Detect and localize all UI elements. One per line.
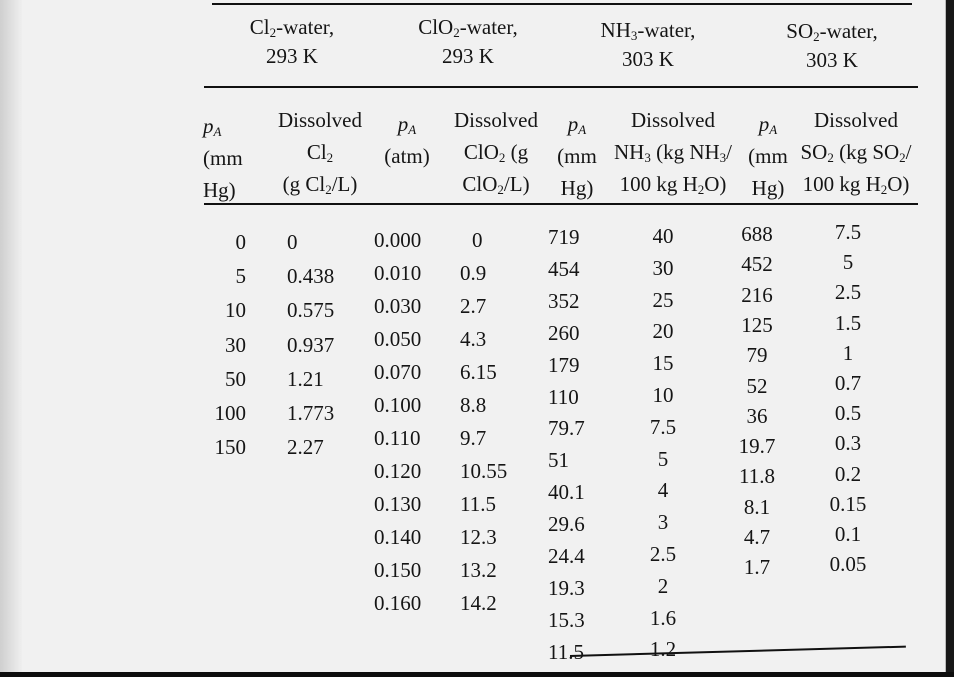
table-cell: 352 (548, 288, 580, 313)
cl2-subscript: 2 (326, 150, 334, 165)
nh3-label: NH (613, 140, 645, 164)
water-subscript: 2 (697, 182, 705, 197)
group-header-nh3 (578, 20, 718, 70)
table-cell: 0.05 (829, 552, 867, 577)
table-cell: 0.150 (374, 558, 422, 582)
table-cell: 110 (548, 384, 579, 409)
dissolved-label: Dissolved (631, 108, 715, 132)
table-cell: 0.3 (834, 431, 862, 456)
table-cell: 1.6 (649, 605, 677, 630)
dark-right-border (946, 0, 954, 677)
table-cell: 10 (225, 298, 246, 323)
hg-unit: Hg) (203, 178, 236, 202)
group-suffix: -water, (276, 15, 335, 39)
table-cell: 0.438 (287, 264, 335, 289)
group-header-so2 (762, 21, 902, 71)
nh3-unit-subscript: 3 (719, 150, 727, 165)
bottom-rule (570, 646, 906, 657)
table-cell: 2.5 (649, 542, 677, 566)
table-cell: 24.4 (548, 544, 585, 568)
table-cell: 0.140 (374, 525, 422, 549)
dark-bottom-border (0, 672, 954, 677)
table-cell: 52 (746, 373, 768, 398)
table-cell: 0.130 (374, 492, 422, 516)
nh3-unit-water: 100 kg H (619, 172, 698, 196)
table-cell: 12.3 (460, 525, 497, 549)
cl2-unit-subscript: 2 (325, 182, 332, 197)
dissolved-label: Dissolved (454, 108, 538, 132)
table-cell: 0.5 (834, 401, 862, 426)
table-cell: 100 (214, 401, 246, 425)
table-cell: 40 (652, 224, 674, 248)
table-cell: 10.55 (460, 459, 508, 483)
nh3-unit-end: O) (704, 172, 727, 196)
clo2-unit-start: (g (505, 140, 529, 164)
table-cell: 0.030 (374, 294, 422, 318)
mm-unit: (mm (203, 146, 243, 170)
group-temperature: 303 K (622, 47, 674, 71)
table-cell: 15 (652, 351, 674, 376)
table-cell: 1 (842, 340, 854, 365)
clo2-unit-subscript: 2 (497, 182, 504, 197)
subheader-clo2-dissolved (440, 104, 552, 200)
dissolved-label: Dissolved (278, 108, 362, 132)
so2-unit-water: 100 kg H (802, 172, 881, 196)
so2-label: SO (800, 140, 828, 164)
table-cell: 5 (657, 446, 669, 471)
nh3-unit-slash: / (726, 140, 732, 164)
table-cell: 0.1 (834, 522, 862, 546)
table-cell: 1.5 (834, 310, 862, 335)
table-cell: 0.15 (829, 491, 867, 516)
water-subscript: 2 (880, 182, 888, 197)
group-temperature: 293 K (266, 44, 318, 68)
group-suffix: -water, (637, 18, 696, 42)
table-cell: 1.773 (287, 401, 335, 425)
table-cell: 1.2 (649, 637, 677, 662)
table-cell: 30 (225, 332, 246, 357)
table-cell: 0.7 (834, 371, 862, 395)
table-cell: 11.5 (548, 639, 584, 664)
group-subscript: 2 (269, 25, 277, 40)
pa-subscript: A (408, 122, 417, 137)
table-cell: 19.7 (738, 434, 776, 459)
table-cell: 8.1 (743, 494, 771, 519)
so2-unit-slash: / (905, 140, 912, 164)
table-cell: 0.2 (834, 461, 862, 486)
mm-unit: (mm (557, 144, 597, 168)
table-cell: 1.7 (743, 555, 771, 580)
table-cell: 14.2 (460, 591, 497, 615)
group-temperature: 293 K (442, 44, 494, 68)
so2-unit-end: O) (887, 172, 910, 196)
table-cell: 0.050 (374, 327, 422, 351)
top-rule (212, 3, 912, 5)
page-binding-shadow (0, 0, 22, 672)
cl2-unit: (g Cl (282, 172, 326, 196)
group-suffix: -water, (459, 15, 518, 39)
table-cell: 2.7 (460, 294, 487, 318)
table-cell: 20 (652, 319, 674, 344)
subheader-so2-pa (738, 108, 798, 204)
pa-label: p (203, 114, 214, 138)
table-cell: 11.5 (460, 492, 496, 516)
table-cell: 1.21 (287, 366, 324, 391)
table-cell: 260 (548, 320, 580, 345)
table-cell: 25 (652, 287, 674, 312)
nh3-unit-start: (kg NH (650, 140, 720, 164)
group-name: NH (600, 18, 631, 42)
pa-label: p (567, 112, 579, 136)
subheader-clo2-pa (380, 108, 434, 172)
table-cell: 0.010 (374, 261, 422, 285)
table-cell: 40.1 (548, 480, 585, 505)
group-name: SO (786, 19, 814, 43)
header-rule (204, 86, 918, 88)
group-temperature: 303 K (806, 48, 858, 72)
table-cell: 50 (225, 366, 246, 391)
table-cell: 4.7 (743, 525, 771, 549)
table-cell: 0.120 (374, 459, 422, 483)
table-cell: 5 (842, 250, 854, 275)
so2-unit-subscript: 2 (899, 150, 906, 165)
table-cell: 15.3 (548, 607, 585, 632)
table-cell: 125 (741, 312, 773, 337)
table-cell: 0 (472, 228, 483, 252)
table-cell: 7.5 (649, 414, 677, 439)
subheader-nh3-dissolved (604, 104, 742, 200)
table-cell: 7.5 (834, 220, 862, 244)
mm-unit: (mm (748, 144, 788, 168)
group-header-cl2 (222, 17, 362, 67)
table-cell: 0.110 (374, 426, 421, 450)
table-cell: 216 (741, 282, 773, 307)
dissolved-label: Dissolved (814, 108, 898, 132)
pa-subscript: A (578, 122, 587, 137)
table-cell: 452 (741, 252, 773, 277)
table-cell: 0.160 (374, 591, 422, 615)
group-subscript: 3 (630, 28, 638, 43)
table-cell: 0 (235, 230, 246, 254)
clo2-unit-end: /L) (503, 172, 530, 196)
table-cell: 179 (548, 352, 580, 377)
group-suffix: -water, (819, 19, 878, 43)
so2-subscript: 2 (827, 150, 834, 165)
subheader-nh3-pa (548, 108, 606, 204)
hg-unit: Hg) (751, 176, 785, 200)
clo2-subscript: 2 (498, 150, 506, 165)
pa-subscript: A (213, 124, 222, 139)
table-cell: 36 (746, 403, 768, 428)
table-cell: 0.100 (374, 393, 422, 417)
table-cell: 454 (548, 256, 580, 281)
atm-unit: (atm) (384, 144, 430, 168)
group-name: Cl (249, 15, 270, 39)
table-cell: 30 (652, 255, 674, 280)
hg-unit: Hg) (560, 176, 594, 200)
table-cell: 10 (652, 383, 674, 407)
table-cell: 11.8 (739, 464, 775, 489)
subheader-cl2-dissolved (262, 104, 378, 200)
subheader-cl2-pa (203, 110, 243, 206)
clo2-unit: ClO (462, 172, 498, 196)
table-cell: 5 (235, 264, 246, 289)
table-cell: 51 (548, 448, 569, 473)
table-cell: 688 (741, 222, 773, 246)
pa-subscript: A (769, 122, 778, 137)
table-cell: 2.5 (834, 280, 862, 305)
table-cell: 0.9 (460, 261, 487, 285)
cl2-label: Cl (306, 140, 327, 164)
table-cell: 0.575 (287, 298, 335, 323)
group-header-clo2 (393, 17, 543, 67)
table-cell: 150 (214, 435, 246, 460)
table-cell: 19.3 (548, 575, 585, 600)
table-cell: 0.000 (374, 228, 422, 252)
table-cell: 79.7 (548, 416, 585, 441)
table-cell: 13.2 (460, 558, 497, 582)
table-cell: 3 (657, 510, 669, 535)
so2-unit-start: (kg SO (833, 140, 900, 164)
table-cell: 9.7 (460, 426, 487, 450)
table-cell: 2.27 (287, 435, 324, 460)
table-cell: 4 (657, 478, 669, 503)
table-cell: 0.937 (287, 332, 335, 357)
cl2-unit-end: /L) (331, 172, 358, 196)
table-cell: 8.8 (460, 393, 487, 417)
table-cell: 0.070 (374, 360, 422, 384)
subheader-so2-dissolved (792, 104, 920, 200)
table-cell: 0 (287, 230, 298, 254)
nh3-subscript: 3 (644, 150, 651, 165)
clo2-label: ClO (463, 140, 499, 164)
pa-label: p (397, 112, 409, 136)
pa-label: p (758, 112, 770, 136)
table-cell: 719 (548, 225, 580, 249)
table-cell: 2 (657, 573, 669, 598)
table-cell: 4.3 (460, 327, 487, 351)
table-cell: 6.15 (460, 360, 497, 384)
group-subscript: 2 (813, 29, 820, 44)
group-name: ClO (418, 15, 454, 39)
group-subscript: 2 (453, 25, 460, 40)
table-cell: 79 (746, 343, 768, 368)
table-cell: 29.6 (548, 512, 585, 537)
